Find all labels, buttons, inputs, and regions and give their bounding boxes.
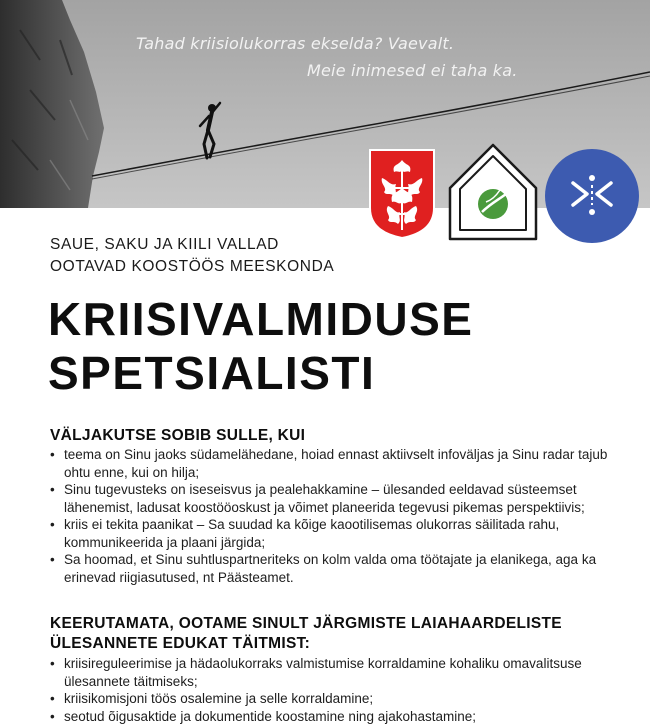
saku-house-oak-icon: [446, 142, 540, 242]
title-line-2: SPETSIALISTI: [48, 346, 473, 400]
tasks-heading-line-2: ÜLESANNETE EDUKAT TÄITMIST:: [50, 634, 562, 654]
tasks-list: [50, 655, 610, 725]
list-item: • kriis ei tekita paanikat – Sa suudad ka kõige kaootilisemas olukorras säilitada rahu, kommunikeerida ja plaani järgida;: [50, 516, 610, 551]
fit-criteria-list: [50, 446, 610, 586]
intro-line-1: SAUE, SAKU JA KIILI VALLAD: [50, 234, 334, 256]
list-item: • Sa hoomad, et Sinu suhtluspartneriteks on kolm valda oma töötajate ja elanikega, aga ka erinevad riigiasutused, nt Päästeamet.: [50, 551, 610, 586]
page-title: [48, 292, 473, 400]
tasks-heading-line-1: KEERUTAMATA, OOTAME SINULT JÄRGMISTE LAIAHAARDELISTE: [50, 614, 562, 634]
title-line-1: KRIISIVALMIDUSE: [48, 292, 473, 346]
intro-text: [50, 234, 334, 278]
list-item: • teema on Sinu jaoks südamelähedane, hoiad ennast aktiivselt infoväljas ja Sinu radar tajub ohtu enne, kui on hilja;: [50, 446, 610, 481]
list-item: • seotud õigusaktide ja dokumentide koostamine ning ajakohastamine;: [50, 708, 610, 725]
tagline-line-1: Tahad kriisiolukorras ekselda? Vaevalt.: [136, 34, 454, 53]
list-item: • kriisireguleerimise ja hädaolukorraks valmistumise korraldamine kohaliku omavalitsuse ülesannete täitmiseks;: [50, 655, 610, 690]
section-heading-fit: VÄLJAKUTSE SOBIB SULLE, KUI: [50, 426, 305, 446]
list-item: • Sinu tugevusteks on iseseisvus ja pealehakkamine – ülesanded eeldavad süsteemset lähenemist, ladusat koostööoskust ja võimet planeerida tegevusi pikemas perspektiivis;: [50, 481, 610, 516]
tagline-line-2: Meie inimesed ei taha ka.: [307, 61, 518, 80]
section-heading-tasks: [50, 614, 562, 654]
intro-line-2: OOTAVAD KOOSTÖÖS MEESKONDA: [50, 256, 334, 278]
list-item: • kriisikomisjoni töös osalemine ja selle korraldamine;: [50, 690, 610, 708]
saue-coat-of-arms-icon: [368, 148, 436, 240]
kiili-emblem-icon: [545, 149, 639, 243]
